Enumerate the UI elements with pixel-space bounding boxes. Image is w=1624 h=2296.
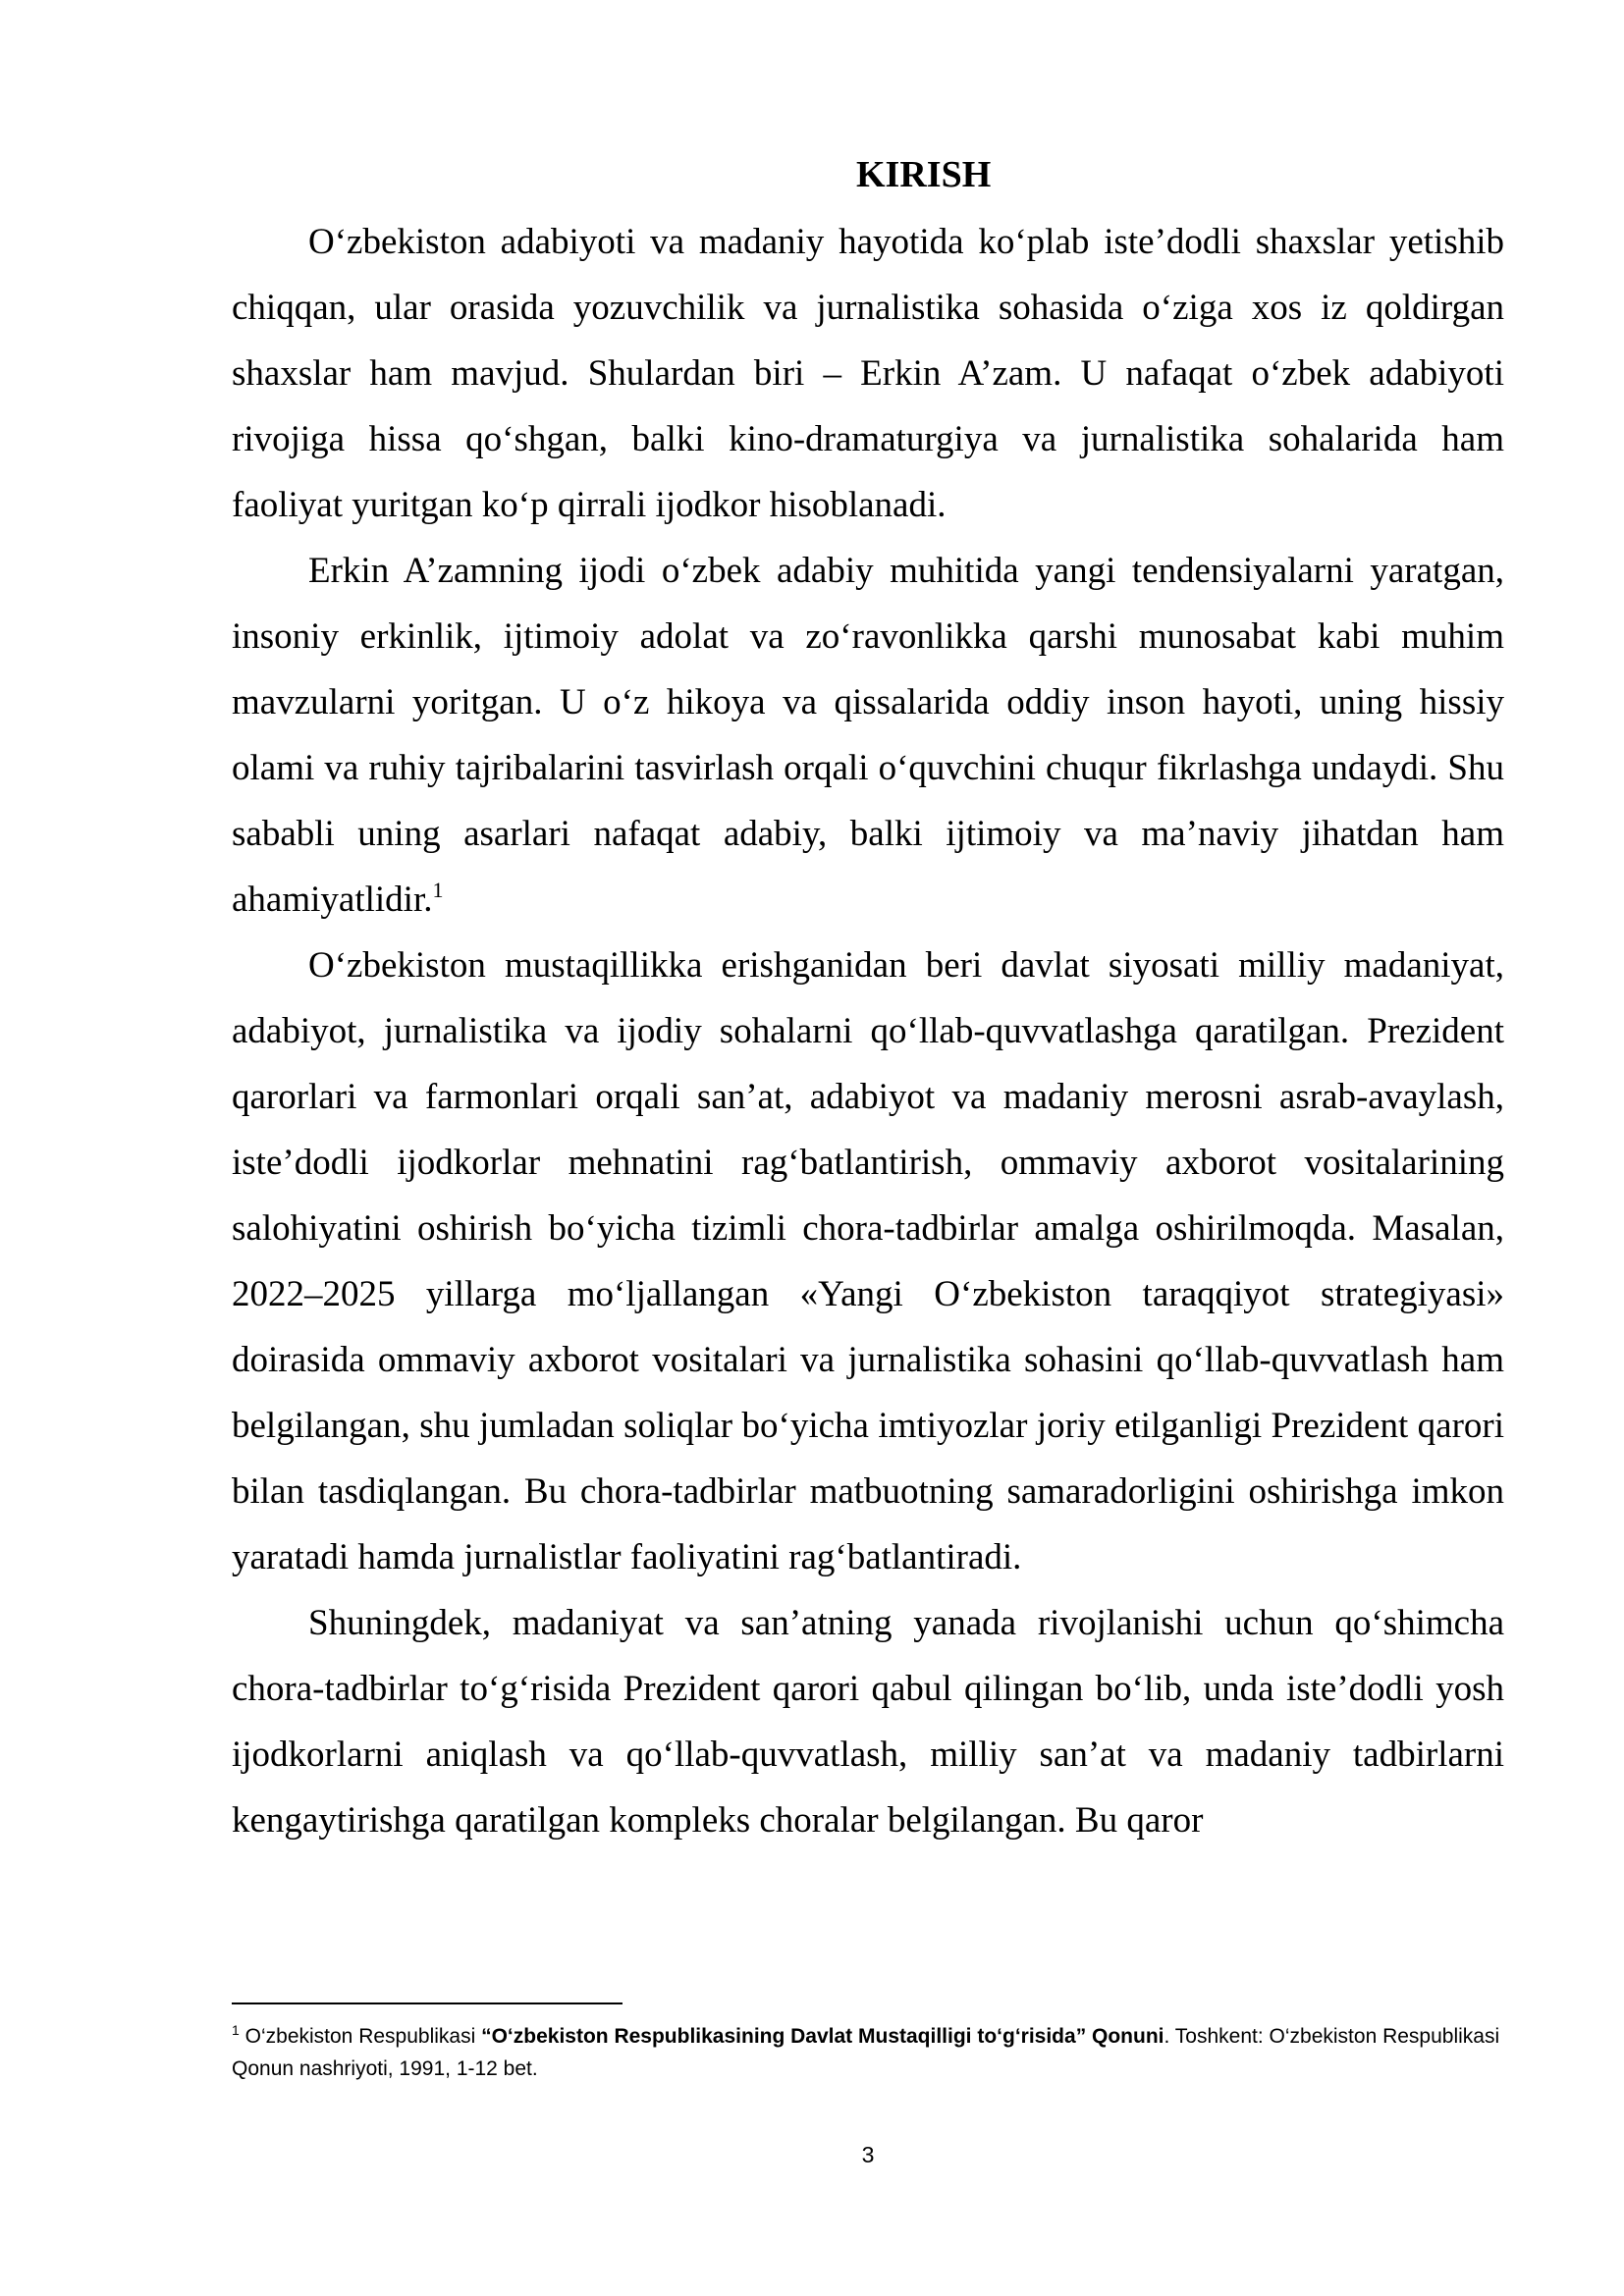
main-text	[232, 142, 1504, 1853]
section-heading: KIRISH	[856, 154, 992, 195]
paragraph-2-text: Erkin A’zamning ijodi o‘zbek adabiy muhitida yangi tendensiyalarni yaratgan, insoniy erkinlik, ijtimoiy adolat va zo‘ravonlikka qarshi munosabat kabi muhim mavzularni yoritgan. U o‘z hikoya va qissalarida oddiy inson hayoti, uning hissiy olami va ruhiy tajribalarini tasvirlash orqali o‘quvchini chuqur fikrlashga undaydi. Shu sababli uning asarlari nafaqat adabiy, balki ijtimoiy va ma’naviy jihatdan ham ahamiyatlidir.	[232, 551, 1504, 920]
paragraph-1	[232, 209, 1504, 538]
paragraph-3-text: O‘zbekiston mustaqillikka erishganidan beri davlat siyosati milliy madaniyat, adabiyot, jurnalistika va ijodiy sohalarni qo‘llab-quvvatlashga qaratilgan. Prezident qarorlari va farmonlari orqali san’at, adabiyot va madaniy merosni asrab-avaylash, iste’dodli ijodkorlar mehnatini rag‘batlantirish, ommaviy axborot vositalarining salohiyatini oshirish bo‘yicha tizimli chora-tadbirlar amalga oshirilmoqda. Masalan, 2022–2025 yillarga mo‘ljallangan «Yangi O‘zbekiston taraqqiyot strategiyasi» doirasida ommaviy axborot vositalari va jurnalistika sohasini qo‘llab-quvvatlash ham belgilangan, shu jumladan soliqlar bo‘yicha imtiyozlar joriy etilganligi Prezident qarori bilan tasdiqlangan. Bu chora-tadbirlar matbuotning samaradorligini oshirishga imkon yaratadi hamda jurnalistlar faoliyatini rag‘batlantiradi.	[232, 945, 1504, 1577]
paragraph-2	[232, 538, 1504, 933]
footnote-separator	[232, 2002, 623, 2004]
footnote-number: 1	[232, 2022, 240, 2038]
paragraph-4	[232, 1590, 1504, 1853]
paragraph-1-text: O‘zbekiston adabiyoti va madaniy hayotida ko‘plab iste’dodli shaxslar yetishib chiqqan, ular orasida yozuvchilik va jurnalistika sohasida o‘ziga xos iz qoldirgan shaxslar ham mavjud. Shulardan biri – Erkin A’zam. U nafaqat o‘zbek adabiyoti rivojiga hissa qo‘shgan, balki kino-dramaturgiya va jurnalistika sohalarida ham faoliyat yuritgan ko‘p qirrali ijodkor hisoblanadi.	[232, 222, 1504, 525]
footnote	[232, 2020, 1504, 2085]
footnote-title: “O‘zbekiston Respublikasining Davlat Mustaqilligi to‘g‘risida” Qonuni	[481, 2025, 1164, 2048]
footnote-prefix: O‘zbekiston Respublikasi	[244, 2025, 476, 2048]
page-number: 3	[861, 2142, 875, 2167]
paragraph-3	[232, 933, 1504, 1590]
paragraph-4-text: Shuningdek, madaniyat va san’atning yanada rivojlanishi uchun qo‘shimcha chora-tadbirlar to‘g‘risida Prezident qarori qabul qilingan bo‘lib, unda iste’dodli yosh ijodkorlarni aniqlash va qo‘llab-quvvatlash, milliy san’at va madaniy tadbirlarni kengaytirishga qaratilgan kompleks choralar belgilangan. Bu qaror	[232, 1603, 1504, 1841]
footnote-reference: 1	[432, 878, 444, 902]
footnote-suffix: . Toshkent: O‘zbekiston Respublikasi Qonun nashriyoti, 1991, 1-12 bet.	[232, 2025, 1500, 2080]
